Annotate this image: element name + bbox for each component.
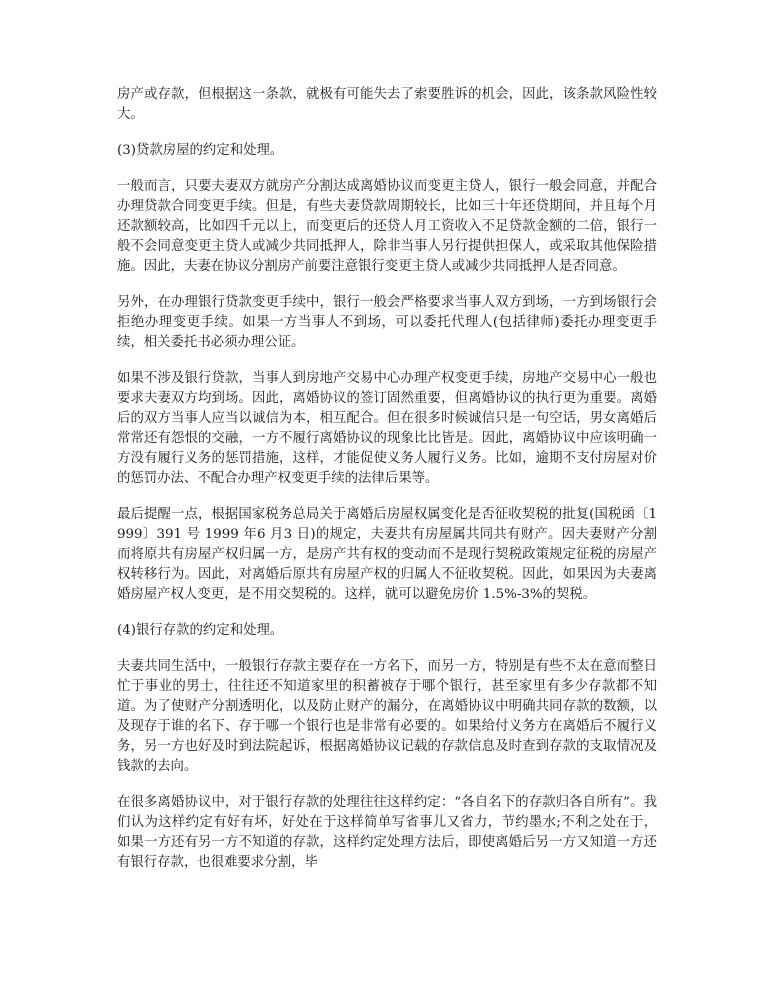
paragraph-deposit-clause: 在很多离婚协议中，对于银行存款的处理往往这样约定：“各自名下的存款归各自所有”。我们认为这样约定有好有坏，好处在于这样简单写省事儿又省力，节约墨水;不利之处在于，如果一方还有另一方不知道的存款，这样约定处理方法后，即使离婚后另一方又知道一方还有银行存款，也很难要求分割，毕	[117, 795, 657, 870]
paragraph-loan-change: 一般而言，只要夫妻双方就房产分割达成离婚协议而变更主贷人，银行一般会同意，并配合办理贷款合同变更手续。但是，有些夫妻贷款周期较长，比如三十年还贷期间，并且每个月还款额较高，比如四千元以上，而变更后的还贷人月工资收入不足贷款金额的二倍，银行一般不会同意变更主贷人或减少共同抵押人，除非当事人另行提供担保人，或采取其他保险措施。因此，夫妻在协议分割房产前要注意银行变更主贷人或减少共同抵押人是否同意。	[117, 179, 657, 274]
paragraph-deed-tax: 最后提醒一点，根据国家税务总局关于离婚后房屋权属变化是否征收契税的批复(国税函〔1999〕391 号 1999 年6 月3 日)的规定，夫妻共有房屋属共同共有财产。因夫妻财产分割而将原共有房屋产权归属一方，是房产共有权的变动而不是现行契税政策规定征税的房屋产权转移行为。因此，对离婚后原共有房屋产权的归属人不征收契税。因此，如果因为夫妻离婚房屋产权人变更，是不用交契税的。这样，就可以避免房价 1.5%-3%的契税。	[117, 507, 657, 602]
document-page	[117, 85, 657, 889]
section-heading-bank-deposit: (4)银行存款的约定和处理。	[117, 623, 284, 638]
paragraph-continued: 房产或存款，但根据这一条款，就极有可能失去了索要胜诉的机会，因此，该条款风险性较大。	[117, 87, 657, 122]
paragraph-bank-presence: 另外，在办理银行贷款变更手续中，银行一般会严格要求当事人双方到场，一方到场银行会拒绝办理变更手续。如果一方当事人不到场，可以委托代理人(包括律师)委托办理变更手续，相关委托书必须办理公证。	[117, 295, 657, 350]
paragraph-deposit-info: 夫妻共同生活中，一般银行存款主要存在一方名下，而另一方，特别是有些不太在意而整日忙于事业的男士，往往还不知道家里的积蓄被存于哪个银行，甚至家里有多少存款都不知道。为了使财产分割透明化，以及防止财产的漏分，在离婚协议中明确共同存款的数额，以及现存于谁的名下、存于哪一个银行也是非常有必要的。如果给付义务方在离婚后不履行义务，另一方也好及时到法院起诉，根据离婚协议记载的存款信息及时查到存款的支取情况及钱款的去向。	[117, 659, 657, 774]
section-heading-loan-house: (3)贷款房屋的约定和处理。	[117, 143, 284, 158]
paragraph-no-loan: 如果不涉及银行贷款，当事人到房地产交易中心办理产权变更手续，房地产交易中心一般也要求夫妻双方均到场。因此，离婚协议的签订固然重要，但离婚协议的执行更为重要。离婚后的双方当事人应当以诚信为本，相互配合。但在很多时候诚信只是一句空话，男女离婚后常常还有怨恨的交融，一方不履行离婚协议的现象比比皆是。因此，离婚协议中应该明确一方没有履行义务的惩罚措施，这样，才能促使义务人履行义务。比如，逾期不支付房屋对价的惩罚办法、不配合办理产权变更手续的法律后果等。	[117, 371, 657, 486]
